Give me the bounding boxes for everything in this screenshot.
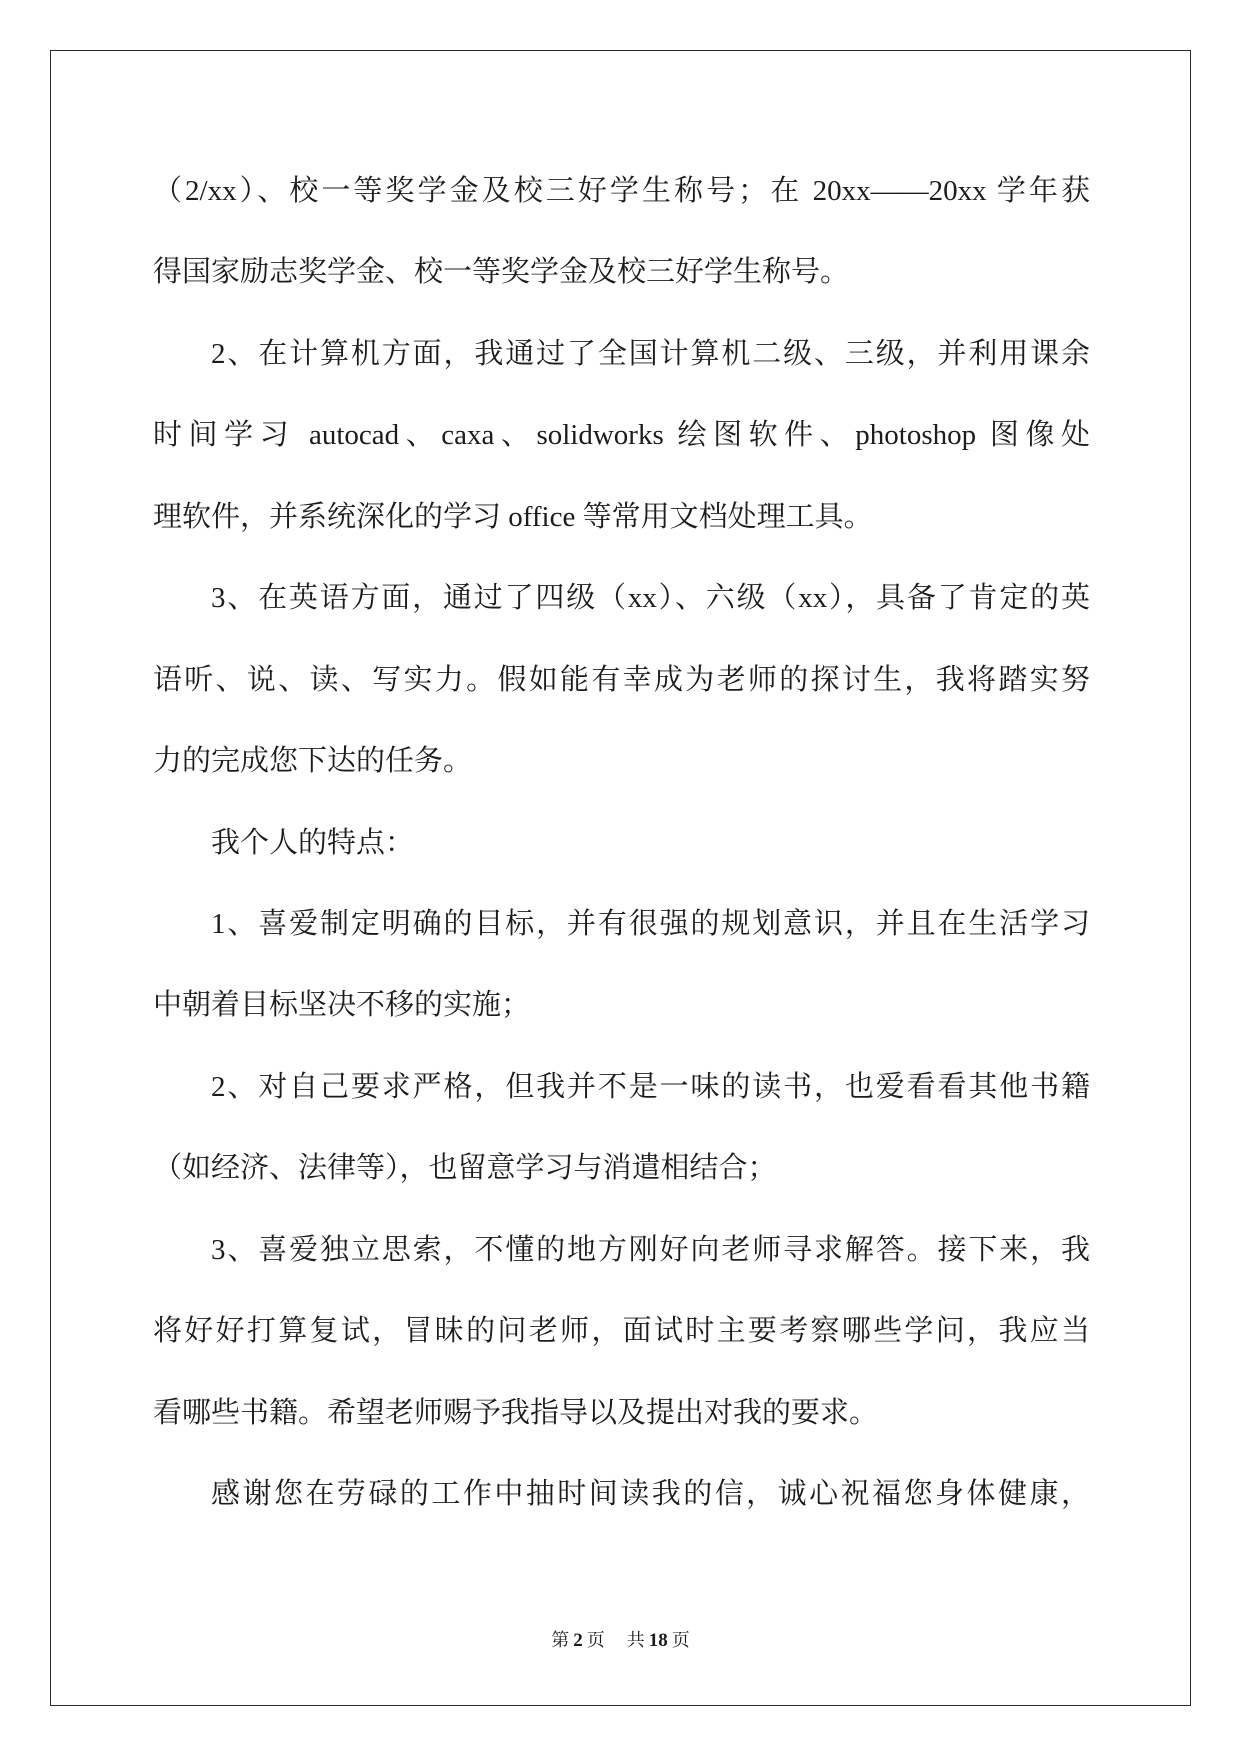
paragraph-line: 2、在计算机方面，我通过了全国计算机二级、三级，并利用课余	[211, 337, 1090, 370]
paragraph-line: 感谢您在劳碌的工作中抽时间读我的信，诚心祝福您身体健康，	[211, 1478, 1090, 1510]
paragraph-personal-traits-heading	[153, 803, 1090, 884]
paragraph-line: 力的完成您下达的任务。	[153, 745, 473, 778]
paragraph-line: 时间学习 autocad、caxa、solidworks 绘图软件、photoshop 图像处	[153, 419, 1090, 452]
paragraph-line: 3、喜爱独立思索，不懂的地方刚好向老师寻求解答。接下来，我	[211, 1233, 1090, 1266]
paragraph-line: 1、喜爱制定明确的目标，并有很强的规划意识，并且在生活学习	[211, 907, 1090, 940]
paragraph-trait-independent-thinking	[153, 1210, 1090, 1454]
paragraph-line: 看哪些书籍。希望老师赐予我指导以及提出对我的要求。	[153, 1396, 879, 1429]
page-number-suffix: 页	[586, 1630, 605, 1650]
paragraph-trait-discipline	[153, 1047, 1090, 1210]
paragraph-line: 3、在英语方面，通过了四级（xx）、六级（xx），具备了肯定的英	[211, 582, 1090, 615]
paragraph-line: 得国家励志奖学金、校一等奖学金及校三好学生称号。	[153, 256, 850, 289]
paragraph-closing-thanks	[153, 1454, 1090, 1535]
page-number-prefix: 第	[551, 1630, 570, 1650]
paragraph-computer-skills	[153, 314, 1090, 558]
paragraph-line: 中朝着目标坚决不移的实施；	[153, 989, 531, 1022]
paragraph-line: 理软件，并系统深化的学习 office 等常用文档处理工具。	[153, 500, 873, 533]
paragraph-trait-goals	[153, 884, 1090, 1047]
paragraph-line: 将好好打算复试，冒昧的问老师，面试时主要考察哪些学问，我应当	[153, 1315, 1090, 1348]
page-footer	[0, 1626, 1241, 1654]
paragraph-line: 语听、说、读、写实力。假如能有幸成为老师的探讨生，我将踏实努	[153, 663, 1090, 696]
paragraph-english-skills	[153, 558, 1090, 802]
paragraph-awards-continued	[153, 151, 1090, 314]
paragraph-line: 2、对自己要求严格，但我并不是一味的读书，也爱看看其他书籍	[211, 1070, 1090, 1103]
total-pages: 18	[648, 1630, 668, 1651]
total-pages-prefix: 共	[626, 1630, 645, 1650]
document-body	[153, 151, 1090, 1535]
page-number: 2	[573, 1630, 583, 1651]
paragraph-line: （2/xx）、校一等奖学金及校三好学生称号；在 20xx——20xx 学年获	[153, 175, 1090, 207]
paragraph-line: （如经济、法律等），也留意学习与消遣相结合；	[153, 1152, 777, 1185]
total-pages-suffix: 页	[671, 1630, 690, 1650]
paragraph-line: 我个人的特点：	[211, 826, 415, 859]
